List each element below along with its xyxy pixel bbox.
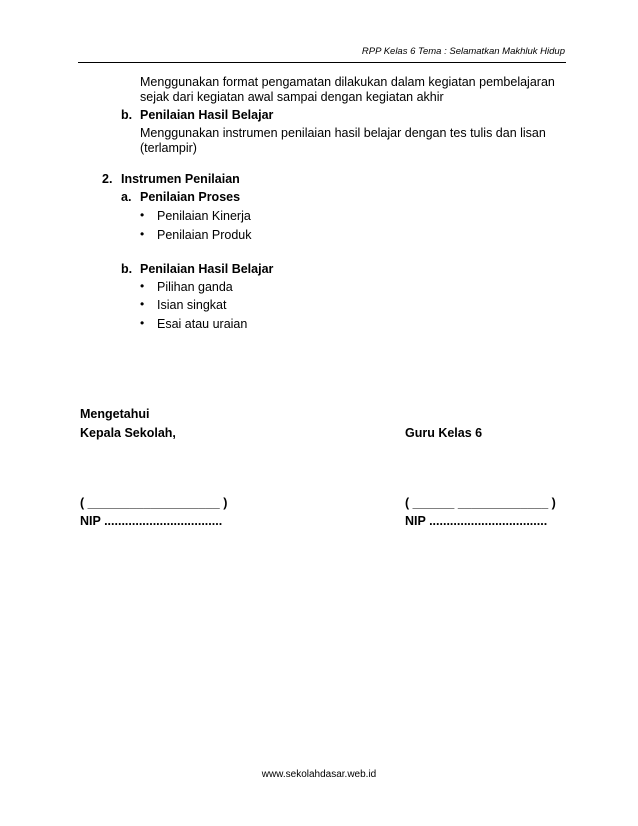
list-item: Pilihan ganda <box>157 280 233 294</box>
left-nip: NIP .................................. <box>80 514 223 528</box>
hasil-line-1: Menggunakan instrumen penilaian hasil belajar dengan tes tulis dan lisan <box>140 126 546 140</box>
section-number: 2. <box>102 172 113 186</box>
left-name-blank: ( ___________________ ) <box>80 496 228 510</box>
bullet-icon: • <box>140 316 145 330</box>
mengetahui-label: Mengetahui <box>80 407 150 421</box>
right-nip: NIP .................................. <box>405 514 548 528</box>
kepala-sekolah-label: Kepala Sekolah, <box>80 426 176 440</box>
subheading-hasil-belajar: Penilaian Hasil Belajar <box>140 108 274 122</box>
list-item: Penilaian Kinerja <box>157 209 251 223</box>
subheading-hasil-belajar-2: Penilaian Hasil Belajar <box>140 262 274 276</box>
section-title: Instrumen Penilaian <box>121 172 240 186</box>
bullet-icon: • <box>140 227 145 241</box>
bullet-icon: • <box>140 297 145 311</box>
list-item: Isian singkat <box>157 298 227 312</box>
guru-kelas-label: Guru Kelas 6 <box>405 426 483 440</box>
hasil-line-2: (terlampir) <box>140 141 197 155</box>
header-rule <box>78 62 566 63</box>
list-marker-b: b. <box>121 108 133 122</box>
page-header: RPP Kelas 6 Tema : Selamatkan Makhluk Hidup <box>361 46 565 57</box>
bullet-icon: • <box>140 208 145 222</box>
subheading-penilaian-proses: Penilaian Proses <box>140 190 241 204</box>
list-marker-a: a. <box>121 190 132 204</box>
right-name-blank: ( ______ _____________ ) <box>405 496 556 510</box>
list-item: Esai atau uraian <box>157 317 248 331</box>
bullet-icon: • <box>140 279 145 293</box>
list-item: Penilaian Produk <box>157 228 252 242</box>
intro-line-2: sejak dari kegiatan awal sampai dengan kegiatan akhir <box>140 90 444 104</box>
list-marker-b2: b. <box>121 262 133 276</box>
intro-line-1: Menggunakan format pengamatan dilakukan dalam kegiatan pembelajaran <box>140 75 555 89</box>
footer-url: www.sekolahdasar.web.id <box>261 769 377 780</box>
